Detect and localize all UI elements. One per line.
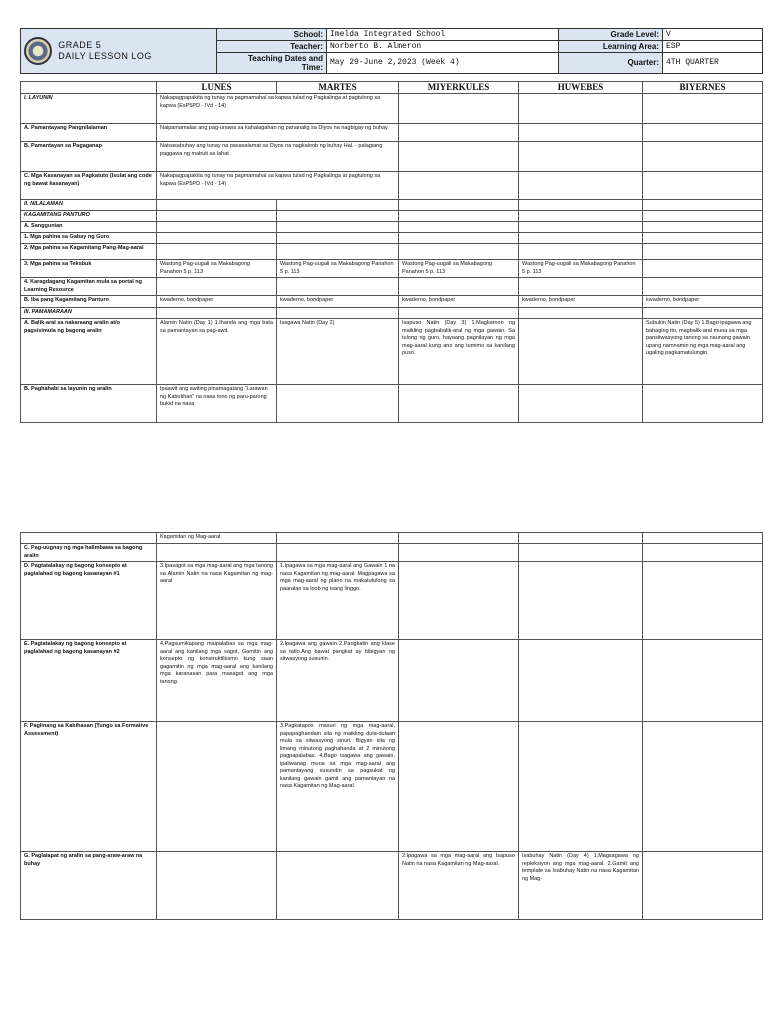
lesson-log-table-page-1 bbox=[20, 81, 763, 423]
cell-martes: 1.Ipagawa sa mga mag-aaral ang Gawain 1 na nasa Kagamitan ng mag-aaral. Magpagawa sa mga mag-aaral ng plano na makatutulong sa paaralan sa loob ng isang linggo. bbox=[277, 562, 399, 640]
grade-level-label: Grade Level: bbox=[559, 29, 663, 41]
cell-martes bbox=[277, 233, 399, 244]
cell-huwebes bbox=[519, 94, 643, 124]
cell-huwebes bbox=[519, 278, 643, 296]
cell-biyernes bbox=[643, 244, 763, 260]
header-table bbox=[20, 28, 763, 74]
quarter-label: Quarter: bbox=[559, 53, 663, 74]
lesson-log-table-page-2 bbox=[20, 532, 763, 920]
cell-martes bbox=[277, 385, 399, 423]
day-header-row bbox=[21, 82, 763, 94]
cell-biyernes bbox=[643, 640, 763, 722]
row-label: A. Sanggunian bbox=[21, 222, 157, 233]
cell-miyerkules bbox=[399, 244, 519, 260]
cell-huwebes bbox=[519, 544, 643, 562]
day-header-lunes: LUNES bbox=[157, 82, 277, 94]
cell-miyerkules bbox=[399, 562, 519, 640]
cell-huwebes bbox=[519, 222, 643, 233]
cell-lunes bbox=[157, 211, 277, 222]
day-header-huwebes: HUWEBES bbox=[519, 82, 643, 94]
table-row bbox=[21, 308, 763, 319]
cell-lunes bbox=[157, 544, 277, 562]
table-row bbox=[21, 533, 763, 544]
cell-biyernes bbox=[643, 233, 763, 244]
cell-martes: 3.Pagkatapos masuri ng mga mag-aaral, papapaghandain sila ng maikling dula-dulaan mula sa sitwasyong sinuri. Bigyan sila ng limang minutong paghahanda at 2 minutong pagpapalabas. 4.Bago isagawa ang gawain, ipaliwanag muna sa mga mag-aaral ang pamantayang susundin sa pagsukat ng kanilang gawain gamit ang pamantayan na nasa Kagamitan ng Mag-aaral. bbox=[277, 722, 399, 852]
cell-biyernes: kwaderno, bondpaper bbox=[643, 296, 763, 308]
cell-huwebes bbox=[519, 124, 643, 142]
row-label: B. Paghahabi sa layunin ng aralin bbox=[21, 385, 157, 423]
row-label: B. Iba pang Kagamitang Panturo bbox=[21, 296, 157, 308]
cell-biyernes bbox=[643, 260, 763, 278]
table-row bbox=[21, 319, 763, 385]
cell-biyernes bbox=[643, 211, 763, 222]
cell-miyerkules bbox=[399, 385, 519, 423]
day-header-miyerkules: MIYERKULES bbox=[399, 82, 519, 94]
table-row bbox=[21, 260, 763, 278]
day-header-martes: MARTES bbox=[277, 82, 399, 94]
cell-huwebes bbox=[519, 200, 643, 211]
cell-miyerkules bbox=[399, 233, 519, 244]
cell-miyerkules bbox=[399, 278, 519, 296]
table-row bbox=[21, 278, 763, 296]
cell-biyernes bbox=[643, 200, 763, 211]
cell-biyernes bbox=[643, 562, 763, 640]
page-gap bbox=[0, 485, 768, 530]
row-label: III. PAMAMARAAN bbox=[21, 308, 157, 319]
row-label: I. LAYUNIN bbox=[21, 94, 157, 124]
row-label bbox=[21, 533, 157, 544]
table-row bbox=[21, 222, 763, 233]
table-row bbox=[21, 296, 763, 308]
cell-biyernes: Subukin Natin (Day 5) 1.Bago ipagawa ang bahaging ito, magbalik-aral muna sa mga pansitwasyong tanong sa naunang gawain upang namnamin ng mga mag-aaral ang ugaling pagkamatulungin. bbox=[643, 319, 763, 385]
cell-miyerkules bbox=[399, 124, 519, 142]
table-row bbox=[21, 640, 763, 722]
cell-martes bbox=[277, 211, 399, 222]
cell-lunes: kwaderno, bondpaper bbox=[157, 296, 277, 308]
table-row bbox=[21, 142, 763, 172]
cell-miyerkules bbox=[399, 142, 519, 172]
table-row bbox=[21, 562, 763, 640]
cell-miyerkules bbox=[399, 544, 519, 562]
row-label: 1. Mga pahina sa Gabay ng Guro bbox=[21, 233, 157, 244]
cell-huwebes bbox=[519, 244, 643, 260]
cell-miyerkules bbox=[399, 722, 519, 852]
dates-label: Teaching Dates and Time: bbox=[217, 53, 327, 74]
cell-lunes: Wastong Pag-uugali sa Makabagong Panahon 5 p. 113 bbox=[157, 260, 277, 278]
cell-huwebes bbox=[519, 211, 643, 222]
cell-lunes bbox=[157, 278, 277, 296]
cell-martes bbox=[277, 222, 399, 233]
table-row bbox=[21, 94, 763, 124]
cell-martes: Wastong Pag-uugali sa Makabagong Panahon 5 p. 113 bbox=[277, 260, 399, 278]
dates-value: May 29-June 2,2023 (Week 4) bbox=[327, 53, 559, 74]
cell-miyerkules bbox=[399, 200, 519, 211]
cell-huwebes bbox=[519, 233, 643, 244]
cell-huwebes: Isabuhay Natin (Day 4) 1.Magsagawa ng repleksiyon ang mga mag-aaral. 2.Gamit ang template sa Isabuhay Natin na nasa Kagamitan ng Mag- bbox=[519, 852, 643, 920]
cell-miyerkules bbox=[399, 172, 519, 200]
cell-biyernes bbox=[643, 172, 763, 200]
cell-lunes bbox=[157, 722, 277, 852]
school-label: School: bbox=[217, 29, 327, 41]
cell-biyernes bbox=[643, 142, 763, 172]
row-label: 3. Mga pahina sa Teksbuk bbox=[21, 260, 157, 278]
cell-lunes: Alamin Natin (Day 1) 1.Ihanda ang mga bata sa pamantayan sa pag-awit. bbox=[157, 319, 277, 385]
cell-biyernes bbox=[643, 852, 763, 920]
row-label: G. Paglalapat ng aralin sa pang-araw-araw na buhay bbox=[21, 852, 157, 920]
row-label: D. Pagtatalakay ng bagong konsepto at paglalahad ng bagong kasanayan #1 bbox=[21, 562, 157, 640]
cell-martes: 2.Ipagawa ang gawain 2.Pangkatin ang klase sa tatlo.Ang bawat pangkat ay bibigyan ng sitwasyong susuriin. bbox=[277, 640, 399, 722]
cell-huwebes bbox=[519, 533, 643, 544]
document-page-1 bbox=[0, 0, 768, 485]
cell-biyernes bbox=[643, 722, 763, 852]
cell-lunes bbox=[157, 200, 277, 211]
cell-huwebes bbox=[519, 172, 643, 200]
cell-huwebes bbox=[519, 319, 643, 385]
cell-miyerkules: kwaderno, bondpaper bbox=[399, 296, 519, 308]
table-row bbox=[21, 200, 763, 211]
day-header-biyernes: BIYERNES bbox=[643, 82, 763, 94]
blank-header bbox=[21, 82, 157, 94]
cell-lunes: Kagamitan ng Mag-aaral. bbox=[157, 533, 277, 544]
cell-miyerkules: Isapuso Natin (Day 3) 1.Magkaroon ng maikling pagbabalik-aral ng mga gawain. Sa tulong ng guro, hayaang pagnilayan ng mga mag-aaral kung ano ang tumimo sa kanilang puso. bbox=[399, 319, 519, 385]
cell-lunes: Ipaawit ang awiting pinamagatang “Larawan ng Kabutihan” na nasa tono ng paru-parong bukid na nasa bbox=[157, 385, 277, 423]
row-label: A. Balik-aral sa nakaraang aralin at/o pagsisimula ng bagong aralin bbox=[21, 319, 157, 385]
table-row bbox=[21, 722, 763, 852]
table-row bbox=[21, 172, 763, 200]
cell-biyernes bbox=[643, 94, 763, 124]
cell-lunes: 4.Pagsumikapang maipalabas sa mga mag-aaral ang kanilang mga sagot. Gamitin ang konsepto ng konstruktibismo kung saan gagamitin ng mga mag-aaral ang kanilang mga karanasan para masagot ang mga tanong. bbox=[157, 640, 277, 722]
cell-miyerkules bbox=[399, 211, 519, 222]
cell-miyerkules bbox=[399, 533, 519, 544]
quarter-value: 4TH QUARTER bbox=[663, 53, 763, 74]
teacher-label: Teacher: bbox=[217, 41, 327, 53]
row-label: E. Pagtatalakay ng bagong konsepto at paglalahad ng bagong kasanayan #2 bbox=[21, 640, 157, 722]
deped-seal-icon bbox=[24, 37, 52, 65]
cell-biyernes bbox=[643, 222, 763, 233]
cell-martes bbox=[277, 278, 399, 296]
row-label: 4. Karagdagang Kagamitan mula sa portal ng Learning Resource bbox=[21, 278, 157, 296]
cell-huwebes: kwaderno, bondpaper bbox=[519, 296, 643, 308]
cell-miyerkules bbox=[399, 222, 519, 233]
cell-biyernes bbox=[643, 124, 763, 142]
cell-huwebes bbox=[519, 640, 643, 722]
cell-martes bbox=[277, 852, 399, 920]
cell-miyerkules: Wastong Pag-uugali sa Makabagong Panahon 5 p. 113 bbox=[399, 260, 519, 278]
row-label: B. Pamantayan sa Pagaganap bbox=[21, 142, 157, 172]
cell-biyernes bbox=[643, 278, 763, 296]
cell-miyerkules bbox=[399, 640, 519, 722]
cell-huwebes bbox=[519, 385, 643, 423]
cell-martes: Isagawa Natin (Day 2) bbox=[277, 319, 399, 385]
cell-huwebes bbox=[519, 562, 643, 640]
cell-lunes: Naipamamalas ang pag-unawa sa kahalagahan ng pananalig sa Diyos na nagbigay ng buhay bbox=[157, 124, 399, 142]
cell-martes bbox=[277, 308, 399, 319]
table-row bbox=[21, 233, 763, 244]
cell-biyernes bbox=[643, 385, 763, 423]
cell-lunes: Nakapagpapakita ng tunay na pagmamahal sa kapwa tulad ng Pagkalinga at pagtulong sa kapwa (EsP5PD - IVd - 14) bbox=[157, 94, 399, 124]
cell-miyerkules bbox=[399, 308, 519, 319]
row-label: II. NILALAMAN bbox=[21, 200, 157, 211]
header-title-cell bbox=[21, 29, 217, 74]
learning-area-label: Learning Area: bbox=[559, 41, 663, 53]
cell-lunes bbox=[157, 308, 277, 319]
cell-martes: kwaderno, bondpaper bbox=[277, 296, 399, 308]
table-row bbox=[21, 124, 763, 142]
cell-lunes: Nakapagpapakita ng tunay na pagmamahal sa kapwa tulad ng Pagkalinga at pagtulong sa kapwa (EsP5PD - IVd - 14) bbox=[157, 172, 399, 200]
cell-lunes: 3.Ipasagot sa mga mag-aaral ang mga tanong sa Alamin Natin na nasa Kagamitan ng mag-aaral bbox=[157, 562, 277, 640]
cell-biyernes bbox=[643, 544, 763, 562]
row-label: F. Paglinang sa Kabihasan (Tungo sa Formative Assessment) bbox=[21, 722, 157, 852]
learning-area-value: ESP bbox=[663, 41, 763, 53]
document-page-2 bbox=[0, 530, 768, 1024]
cell-biyernes bbox=[643, 308, 763, 319]
cell-huwebes: Wastong Pag-uugali sa Makabagong Panahon 5 p. 113 bbox=[519, 260, 643, 278]
table-row bbox=[21, 244, 763, 260]
cell-miyerkules bbox=[399, 94, 519, 124]
table-row bbox=[21, 211, 763, 222]
cell-martes bbox=[277, 544, 399, 562]
cell-lunes bbox=[157, 233, 277, 244]
teacher-value: Norberto B. Almeron bbox=[327, 41, 559, 53]
cell-miyerkules: 2.Ipagawa sa mga mag-aaral ang Isapuso Natin na nasa Kagamitan ng Mag-aaral. bbox=[399, 852, 519, 920]
school-value: Imelda Integrated School bbox=[327, 29, 559, 41]
cell-martes bbox=[277, 533, 399, 544]
grade-title: GRADE 5 bbox=[58, 40, 102, 50]
cell-biyernes bbox=[643, 533, 763, 544]
table-row bbox=[21, 544, 763, 562]
row-label: KAGAMITANG PANTURO bbox=[21, 211, 157, 222]
row-label: C. Mga Kasanayan sa Pagkatuto (Isulat ang code ng bawat kasanayan) bbox=[21, 172, 157, 200]
log-title: DAILY LESSON LOG bbox=[58, 51, 152, 61]
cell-huwebes bbox=[519, 142, 643, 172]
table-row bbox=[21, 385, 763, 423]
cell-lunes bbox=[157, 244, 277, 260]
cell-huwebes bbox=[519, 308, 643, 319]
row-label: C. Pag-uugnay ng mga halimbawa sa bagong aralin bbox=[21, 544, 157, 562]
row-label: 2. Mga pahina sa Kagamitang Pang-Mag-aaral bbox=[21, 244, 157, 260]
table-row bbox=[21, 852, 763, 920]
cell-lunes: Naisasabuhay ang tunay na pasasalamat sa Diyos na nagkaloob ng buhay Hal. - palagiang paggawa ng mabuti sa lahat bbox=[157, 142, 399, 172]
grade-level-value: V bbox=[663, 29, 763, 41]
cell-martes bbox=[277, 244, 399, 260]
cell-martes bbox=[277, 200, 399, 211]
row-label: A. Pamantayang Pangnilalaman bbox=[21, 124, 157, 142]
cell-lunes bbox=[157, 852, 277, 920]
cell-lunes bbox=[157, 222, 277, 233]
cell-huwebes bbox=[519, 722, 643, 852]
